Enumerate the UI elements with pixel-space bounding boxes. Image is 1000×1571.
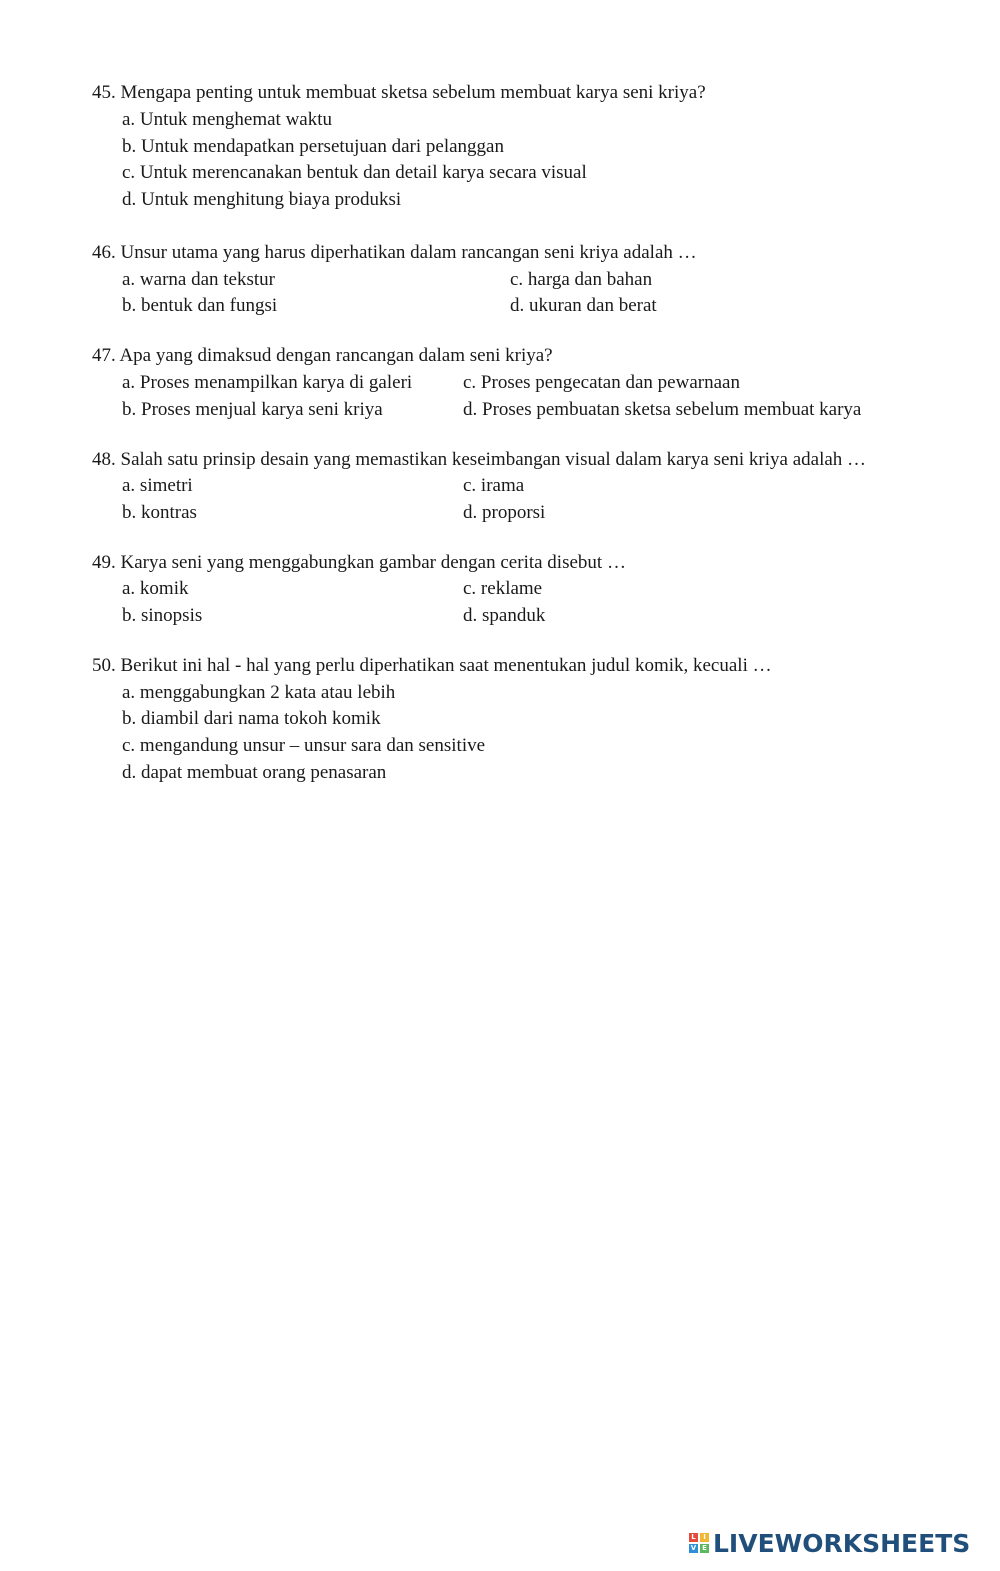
question-50-option-a[interactable]: a. menggabungkan 2 kata atau lebih [122,682,396,703]
brand-name: LIVEWORKSHEETS [713,1528,971,1558]
question-47-option-d[interactable]: d. Proses pembuatan sketsa sebelum membuat karya [463,399,862,420]
question-48-option-c[interactable]: c. irama [463,475,525,496]
logo-tile-e: E [700,1544,709,1553]
question-45-option-a[interactable]: a. Untuk menghemat waktu [122,109,333,130]
question-45-option-d[interactable]: d. Untuk menghitung biaya produksi [122,189,402,210]
logo-tile-l: L [689,1533,698,1542]
question-50-option-d[interactable]: d. dapat membuat orang penasaran [122,762,387,783]
question-46-option-c[interactable]: c. harga dan bahan [510,269,653,290]
liveworksheets-brand[interactable] [689,1527,970,1559]
question-47: 47. Apa yang dimaksud dengan rancangan dalam seni kriya? [92,345,553,366]
question-50-option-c[interactable]: c. mengandung unsur – unsur sara dan sensitive [122,735,486,756]
liveworksheets-logo-icon [689,1533,709,1553]
question-50: 50. Berikut ini hal - hal yang perlu diperhatikan saat menentukan judul komik, kecuali … [92,655,772,676]
question-49-option-b[interactable]: b. sinopsis [122,605,203,626]
logo-tile-i: I [700,1533,709,1542]
question-47-option-b[interactable]: b. Proses menjual karya seni kriya [122,399,383,420]
question-50-option-b[interactable]: b. diambil dari nama tokoh komik [122,708,381,729]
question-46-option-d[interactable]: d. ukuran dan berat [510,295,657,316]
question-49: 49. Karya seni yang menggabungkan gambar dengan cerita disebut … [92,552,626,573]
question-46: 46. Unsur utama yang harus diperhatikan dalam rancangan seni kriya adalah … [92,242,697,263]
question-45: 45. Mengapa penting untuk membuat sketsa sebelum membuat karya seni kriya? [92,82,706,103]
question-48-option-d[interactable]: d. proporsi [463,502,546,523]
question-47-option-c[interactable]: c. Proses pengecatan dan pewarnaan [463,372,740,393]
question-46-option-b[interactable]: b. bentuk dan fungsi [122,295,278,316]
question-49-option-a[interactable]: a. komik [122,578,189,599]
question-47-option-a[interactable]: a. Proses menampilkan karya di galeri [122,372,413,393]
question-45-option-b[interactable]: b. Untuk mendapatkan persetujuan dari pelanggan [122,136,504,157]
question-48: 48. Salah satu prinsip desain yang memastikan keseimbangan visual dalam karya seni kriya adalah … [92,449,867,470]
logo-tile-v: V [690,1544,697,1552]
question-46-option-a[interactable]: a. warna dan tekstur [122,269,275,290]
question-49-option-d[interactable]: d. spanduk [463,605,546,626]
question-49-option-c[interactable]: c. reklame [463,578,543,599]
question-45-option-c[interactable]: c. Untuk merencanakan bentuk dan detail karya secara visual [122,162,587,183]
question-48-option-b[interactable]: b. kontras [122,502,197,523]
question-48-option-a[interactable]: a. simetri [122,475,193,496]
